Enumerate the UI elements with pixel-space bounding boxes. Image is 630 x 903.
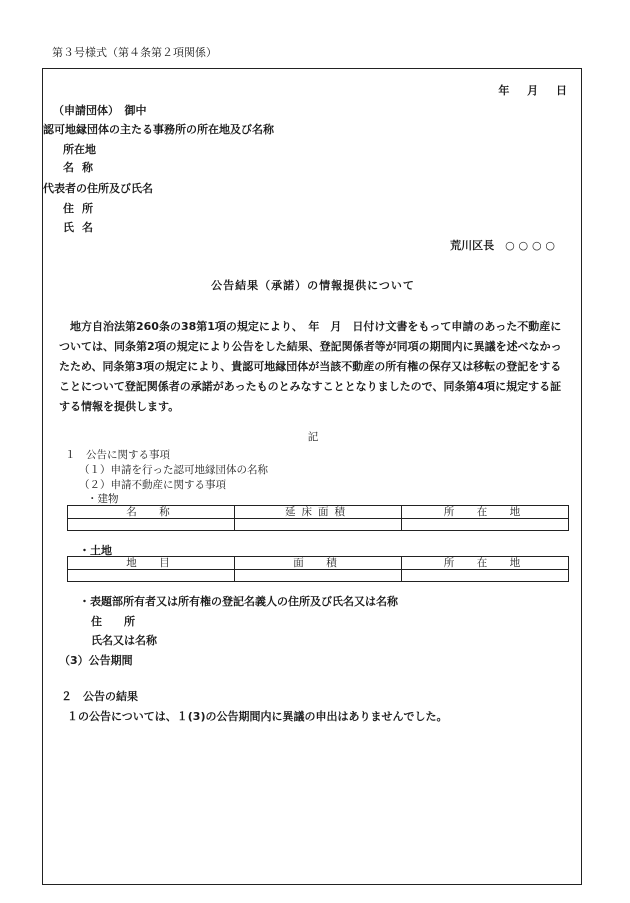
date-day: 日 <box>556 84 567 97</box>
building-header-location: 所 在 地 <box>402 506 569 519</box>
owner-name-label: 氏名又は名称 <box>91 634 157 647</box>
date-line <box>498 82 567 98</box>
building-header-floor-area: 延床面積 <box>235 506 402 519</box>
building-label: ・建物 <box>87 493 119 505</box>
section2-text: １の公告については、１(3)の公告期間内に異議の申出はありませんでした。 <box>67 710 448 723</box>
document-title: 公告結果（承諾）の情報提供について <box>211 279 415 292</box>
table-cell <box>402 570 569 582</box>
table-cell <box>235 570 402 582</box>
date-year: 年 <box>498 84 510 97</box>
owner-address-label: 住 所 <box>91 615 135 628</box>
ki-heading: 記 <box>307 431 319 443</box>
form-number: 第３号様式（第４条第２項関係） <box>52 46 217 59</box>
org-name-label: 名称 <box>63 161 101 174</box>
section1-item3: （3）公告期間 <box>59 654 133 667</box>
land-header-location: 所 在 地 <box>402 557 569 570</box>
issuer: 荒川区長 ○ ○ ○ ○ <box>450 239 555 252</box>
table-row <box>68 519 569 531</box>
table-row <box>68 506 569 519</box>
table-cell <box>68 570 235 582</box>
rep-heading: 代表者の住所及び氏名 <box>43 182 153 195</box>
table-row <box>68 570 569 582</box>
org-address-label: 所在地 <box>63 143 96 156</box>
body-paragraph: 地方自治法第260条の38第1項の規定により、 年 月 日付け文書をもって申請のあった不動産については、同条第2項の規定により公告をした結果、登記関係者等が同項の期間内に異議を述べなかったため、同条第3項の規定により、貴認可地縁団体が当該不動産の所有権の保存又は移転の登記をすることについて登記関係者の承諾があったものとみなすこととなりましたので、同条第4項に規定する証する情報を提供します。 <box>59 320 562 413</box>
building-table <box>67 505 569 531</box>
form-frame <box>42 68 582 885</box>
land-header-category: 地 目 <box>68 557 235 570</box>
building-header-name: 名 称 <box>68 506 235 519</box>
table-cell <box>68 519 235 531</box>
land-label: ・土地 <box>79 544 112 557</box>
addressee: （申請団体） 御中 <box>53 104 147 117</box>
land-header-area: 面 積 <box>235 557 402 570</box>
owner-label: ・表題部所有者又は所有権の登記名義人の住所及び氏名又は名称 <box>79 595 398 608</box>
land-table <box>67 556 569 582</box>
section1-item1: （１）申請を行った認可地縁団体の名称 <box>79 464 268 476</box>
rep-name-label: 氏名 <box>63 221 101 234</box>
table-row <box>68 557 569 570</box>
rep-address-label: 住所 <box>63 202 101 215</box>
section1-item2: （２）申請不動産に関する事項 <box>79 479 226 491</box>
org-heading: 認可地縁団体の主たる事務所の所在地及び名称 <box>43 123 274 136</box>
table-cell <box>402 519 569 531</box>
date-month: 月 <box>527 84 539 97</box>
section1-heading: １ 公告に関する事項 <box>65 449 170 461</box>
table-cell <box>235 519 402 531</box>
section2-heading: ２ 公告の結果 <box>61 690 138 703</box>
